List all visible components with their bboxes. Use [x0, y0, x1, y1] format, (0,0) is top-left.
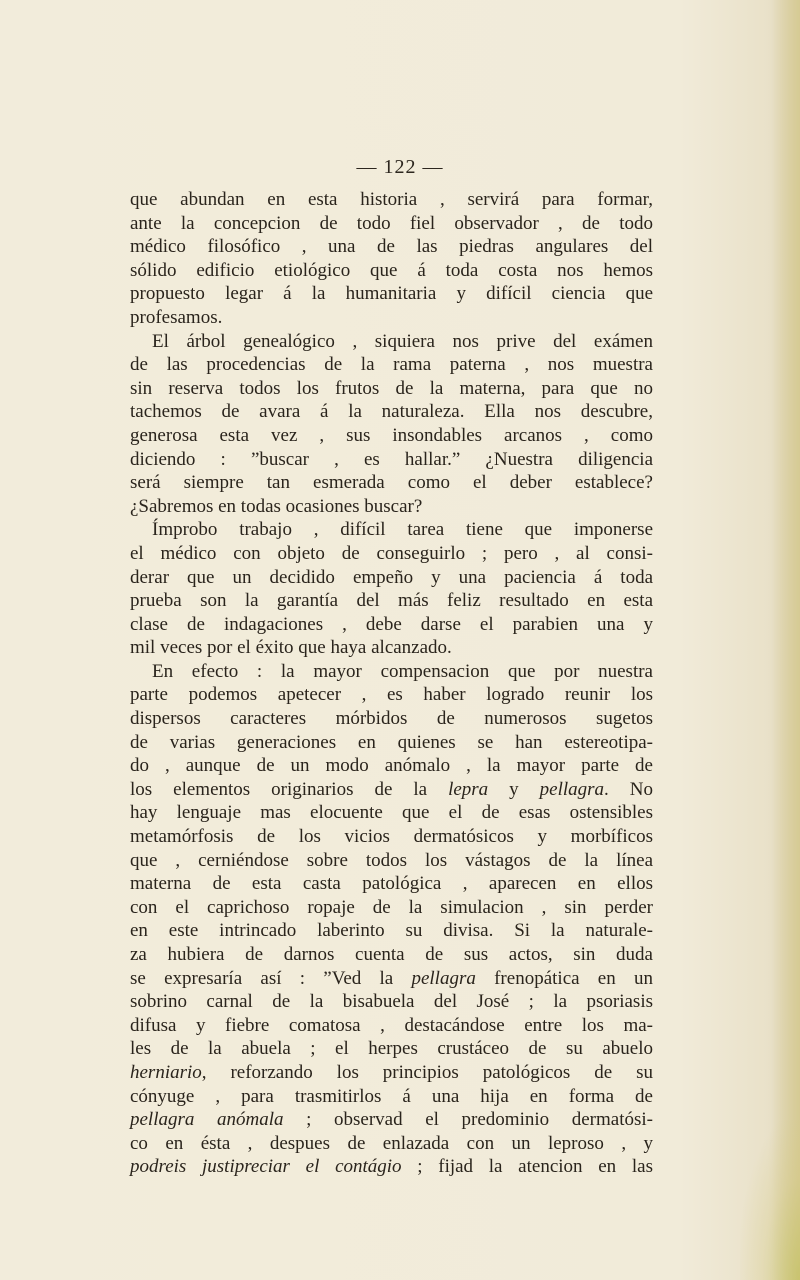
text-line: con el caprichoso ropaje de la simulacion , sin perder — [130, 896, 653, 918]
text-line: za hubiera de darnos cuenta de sus actos, sin duda — [130, 944, 653, 965]
text-line: propuesto legar á la humanitaria y difícil ciencia que — [130, 283, 653, 305]
body-text — [130, 188, 653, 1179]
text-line: profesamos. — [130, 306, 223, 328]
text-line: do , aunque de un modo anómalo , la mayor parte de — [130, 755, 653, 777]
text-line: el médico con objeto de conseguirlo ; pero , al consi- — [130, 542, 653, 564]
text-line: ante la concepcion de todo fiel observador , de todo — [130, 212, 653, 234]
text-line: se expresaría así : ”Ved la pellagra frenopática en un — [130, 967, 653, 989]
text-line: pellagra anómala ; observad el predominio dermatósi- — [130, 1109, 653, 1131]
text-line: derar que un decidido empeño y una paciencia á toda — [130, 566, 653, 588]
paragraph-start-line: En efecto : la mayor compensacion que por nuestra — [152, 660, 653, 682]
text-line: sólido edificio etiológico que á toda costa nos hemos — [130, 259, 653, 281]
paragraph-start-line: El árbol genealógico , siquiera nos prive del exámen — [152, 330, 653, 352]
text-line: será siempre tan esmerada como el deber establece? — [130, 472, 653, 494]
italic-term: podreis justipreciar el contágio — [130, 1156, 402, 1178]
text-line: hay lenguaje mas elocuente que el de esas ostensibles — [130, 802, 653, 824]
text-line: tachemos de avara á la naturaleza. Ella nos descubre, — [130, 401, 653, 423]
page-edge-stain — [772, 0, 800, 1280]
text-line: cónyuge , para trasmitirlos á una hija en forma de — [130, 1085, 653, 1107]
text-line: médico filosófico , una de las piedras angulares del — [130, 236, 653, 258]
text-line: co en ésta , despues de enlazada con un leproso , y — [130, 1132, 653, 1154]
text-line: de las procedencias de la rama paterna , nos muestra — [130, 354, 653, 376]
page-number: — 122 — — [356, 156, 444, 178]
text-line: de varias generaciones en quienes se han estereotipa- — [130, 731, 653, 753]
text-line: mil veces por el éxito que haya alcanzado. — [130, 637, 452, 659]
text-line: generosa esta vez , sus insondables arcanos , como — [130, 424, 653, 446]
text-line: prueba son la garantía del más feliz resultado en esta — [130, 590, 653, 612]
text-line: que , cerniéndose sobre todos los vástagos de la línea — [130, 849, 653, 871]
text-line: parte podemos apetecer , es haber logrado reunir los — [130, 684, 653, 706]
italic-term: herniario — [130, 1061, 202, 1083]
text-line: dispersos caracteres mórbidos de numerosos sugetos — [130, 708, 653, 730]
text-line: sobrino carnal de la bisabuela del José ; la psoriasis — [130, 991, 653, 1013]
paragraph-start-line: Ímprobo trabajo , difícil tarea tiene que imponerse — [152, 519, 653, 541]
text-line: que abundan en esta historia , servirá para formar, — [130, 189, 653, 210]
text-line: metamórfosis de los vicios dermatósicos y morbíficos — [130, 826, 653, 848]
text-line: herniario, reforzando los principios patológicos de su — [130, 1061, 653, 1083]
text-line: difusa y fiebre comatosa , destacándose entre los ma- — [130, 1014, 653, 1036]
text-line: materna de esta casta patológica , aparecen en ellos — [130, 873, 653, 895]
italic-term: pellagra anómala — [130, 1109, 284, 1131]
text-line: les de la abuela ; el herpes crustáceo de su abuelo — [130, 1038, 653, 1060]
italic-term: lepra — [448, 778, 489, 800]
text-line: los elementos originarios de la lepra y pellagra. No — [130, 778, 653, 800]
corner-stain — [740, 1120, 800, 1280]
text-line: sin reserva todos los frutos de la materna, para que no — [130, 377, 653, 399]
text-line: en este intrincado laberinto su divisa. Si la naturale- — [130, 920, 653, 942]
text-line: clase de indagaciones , debe darse el parabien una y — [130, 613, 653, 635]
text-line: diciendo : ”buscar , es hallar.” ¿Nuestra diligencia — [130, 448, 653, 470]
italic-term: pellagra — [539, 778, 605, 800]
text-line: podreis justipreciar el contágio ; fijad la atencion en las — [130, 1156, 653, 1178]
italic-term: pellagra — [411, 967, 476, 989]
text-line: ¿Sabremos en todas ocasiones buscar? — [130, 495, 423, 517]
